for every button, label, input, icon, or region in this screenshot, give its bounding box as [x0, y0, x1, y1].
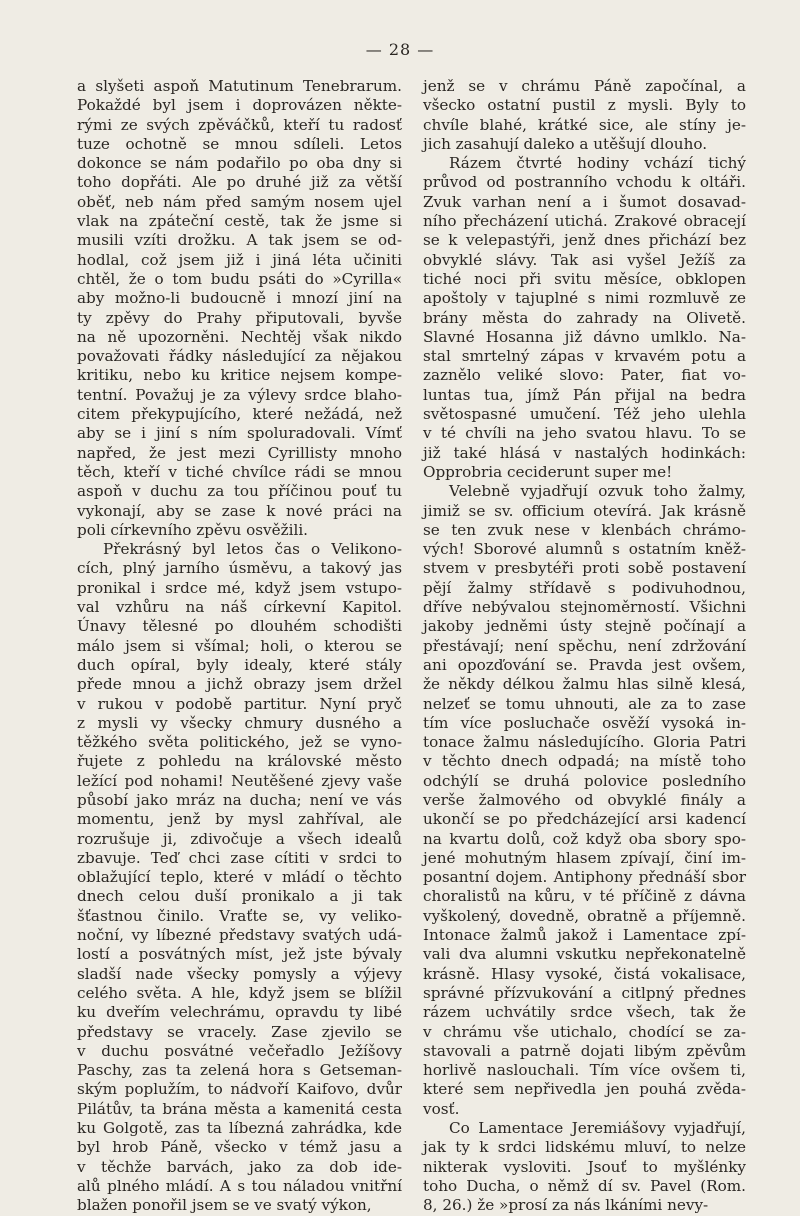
text-line: Pilátův, ta brána města a kamenitá cesta: [77, 1099, 402, 1118]
text-line: Zvuk varhan není a i šumot dosavad-: [423, 192, 746, 211]
text-line: choralistů na kůru, v té příčině z dávna: [423, 887, 746, 906]
text-line: pronikal i srdce mé, když jsem vstupo-: [77, 578, 402, 597]
text-line: oblažující teplo, které v mládí o těchto: [77, 868, 402, 887]
text-line: vali dva alumni vskutku nepřekonatelně: [423, 945, 746, 964]
text-line: Únavy tělesné po dlouhém schodišti: [77, 617, 402, 636]
text-line: průvod od postranního vchodu k oltáři.: [423, 173, 746, 192]
text-line: světospasné umučení. Též jeho ulehla: [423, 405, 746, 424]
text-line: ským poplužím, to nádvoří Kaifovo, dvůr: [77, 1080, 402, 1099]
text-line: stvem v presbytéři proti sobě postavení: [423, 559, 746, 578]
text-line: v té chvíli na jeho svatou hlavu. To se: [423, 424, 746, 443]
text-line: zaznělo veliké slovo: Pater, fiat vo-: [423, 366, 746, 385]
text-line: které sem nepřivedla jen pouhá zvěda-: [423, 1080, 746, 1099]
text-line: hodlal, což jsem již i jiná léta učiniti: [77, 250, 402, 269]
text-line: ležící pod nohami! Neutěšené zjevy vaše: [77, 771, 402, 790]
text-line: pějí žalmy střídavě s podivuhodnou,: [423, 578, 746, 597]
text-line: řujete z pohledu na královské město: [77, 752, 402, 771]
text-line: 8, 26.) že »prosí za nás lkáními nevy-: [423, 1196, 709, 1215]
text-line: vosť.: [423, 1099, 460, 1118]
text-line: sladší nade všecky pomysly a výjevy: [77, 964, 402, 983]
text-line: těch, kteří v tiché chvílce rádi se mnou: [77, 462, 402, 481]
text-line: apoštoly v tajuplné s nimi rozmluvě ze: [423, 289, 746, 308]
page-number: — 28 —: [365, 40, 435, 59]
text-line: Co Lamentace Jeremiášovy vyjadřují,: [449, 1119, 746, 1138]
text-line: toho dopřáti. Ale po druhé již za větší: [77, 173, 402, 192]
text-line: v rukou v podobě partitur. Nyní pryč: [77, 694, 402, 713]
text-line: jakoby jedněmi ústy stejně počínají a: [423, 617, 746, 636]
text-line: celého světa. A hle, když jsem se blížil: [77, 983, 402, 1002]
text-line: tím více posluchače osvěží vysoká in-: [423, 713, 746, 732]
text-line: málo jsem si všímal; holi, o kterou se: [77, 636, 402, 655]
text-line: jenž se v chrámu Páně započínal, a: [423, 77, 746, 95]
text-line: horlivě naslouchali. Tím více ovšem ti,: [423, 1061, 746, 1080]
text-line: vlak na zpáteční cestě, tak že jsme si: [77, 212, 402, 231]
text-line: aspoň v duchu za tou příčinou pouť tu: [77, 482, 402, 501]
text-line: rými ze svých zpěváčků, kteří tu radosť: [77, 115, 402, 134]
text-line: toho Ducha, o němž dí sv. Pavel (Rom.: [423, 1176, 746, 1195]
text-line: chtěl, že o tom budu psáti do »Cyrilla«: [77, 269, 402, 288]
text-line: dříve nebývalou stejnoměrností. Všichni: [423, 598, 746, 617]
text-line: alů plného mládí. A s tou náladou vnitřní: [77, 1176, 402, 1195]
text-line: vých! Sborové alumnů s ostatním kněž-: [423, 540, 746, 559]
text-line: duch opíral, byly idealy, které stály: [77, 655, 402, 674]
text-line: ku Golgotě, zas ta líbezná zahrádka, kde: [77, 1119, 402, 1138]
text-line: aby možno-li budoucně i mnozí jiní na: [77, 289, 402, 308]
text-line: na kvartu dolů, což když oba sbory spo-: [423, 829, 746, 848]
text-line: šťastnou činilo. Vraťte se, vy veliko-: [77, 906, 402, 925]
text-line: chvíle blahé, krátké sice, ale stíny je-: [423, 115, 746, 134]
text-line: val vzhůru na náš církevní Kapitol.: [77, 598, 402, 617]
text-line: přestávají; není spěchu, není zdržování: [423, 636, 746, 655]
text-line: přede mnou a jichž obrazy jsem držel: [77, 675, 402, 694]
text-line: se k velepastýři, jenž dnes přichází bez: [423, 231, 746, 250]
text-column-left: [77, 77, 402, 1216]
text-line: působí jako mráz na ducha; není ve vás: [77, 790, 402, 809]
text-line: v těchže barvách, jako za dob ide-: [77, 1157, 402, 1176]
text-line: v duchu posvátné večeřadlo Ježíšovy: [77, 1041, 402, 1060]
text-line: dokonce se nám podařilo po oba dny si: [77, 154, 402, 173]
text-line: Slavné Hosanna již dávno umlklo. Na-: [423, 327, 746, 346]
text-line: v těchto dnech odpadá; na místě toho: [423, 752, 746, 771]
text-line: v chrámu vše utichalo, chodící se za-: [423, 1022, 746, 1041]
text-line: vykonají, aby se zase k nové práci na: [77, 501, 402, 520]
text-line: ního přecházení utichá. Zrakové obracejí: [423, 212, 746, 231]
text-line: se ten zvuk nese v klenbách chrámo-: [423, 520, 746, 539]
text-line: kritiku, nebo ku kritice nejsem kompe-: [77, 366, 402, 385]
text-line: tonace žalmu následujícího. Gloria Patri: [423, 733, 746, 752]
text-line: nikterak vysloviti. Jsouť to myšlénky: [423, 1157, 746, 1176]
text-line: nelzeť se tomu uhnouti, ale za to zase: [423, 694, 746, 713]
text-line: Překrásný byl letos čas o Velikono-: [103, 540, 402, 559]
text-line: stavovali a patrně dojati libým zpěvům: [423, 1041, 746, 1060]
text-line: Opprobria ceciderunt super me!: [423, 462, 673, 481]
text-line: brány města do zahrady na Olivetě.: [423, 308, 746, 327]
text-line: momentu, jenž by mysl zahříval, ale: [77, 810, 402, 829]
text-line: jimiž se sv. officium otevírá. Jak krásně: [423, 501, 746, 520]
text-line: již také hlásá v nastalých hodinkách:: [423, 443, 746, 462]
text-line: rázem uchvátily srdce všech, tak že: [423, 1003, 746, 1022]
text-line: noční, vy líbezné představy svatých udá-: [77, 926, 402, 945]
text-line: vyškolený, dovedně, obratně a příjemně.: [423, 906, 746, 925]
text-line: krásně. Hlasy vysoké, čistá vokalisace,: [423, 964, 746, 983]
text-line: ty zpěvy do Prahy připutovali, byvše: [77, 308, 402, 327]
text-line: těžkého světa politického, jež se vyno-: [77, 733, 402, 752]
text-line: Rázem čtvrté hodiny vchází tichý: [449, 154, 746, 173]
text-line: verše žalmového od obvyklé finály a: [423, 790, 746, 809]
text-line: Velebně vyjadřují ozvuk toho žalmy,: [449, 482, 746, 501]
text-line: oběť, neb nám před samým nosem ujel: [77, 192, 402, 211]
text-line: dnech celou duší pronikalo a ji tak: [77, 887, 402, 906]
text-line: stal smrtelný zápas v krvavém potu a: [423, 347, 746, 366]
text-line: musili vzíti drožku. A tak jsem se od-: [77, 231, 402, 250]
text-line: lostí a posvátných míst, jež jste bývaly: [77, 945, 402, 964]
text-line: luntas tua, jímž Pán přijal na bedra: [423, 385, 746, 404]
text-line: tuze ochotně se mnou sdíleli. Letos: [77, 134, 402, 153]
text-line: ani opozďování se. Pravda jest ovšem,: [423, 655, 746, 674]
text-column-right: [423, 77, 746, 1216]
text-line: z mysli vy všecky chmury dusného a: [77, 713, 402, 732]
text-line: že někdy délkou žalmu hlas silně klesá,: [423, 675, 746, 694]
text-line: jené mohutným hlasem zpívají, činí im-: [423, 848, 746, 867]
text-line: představy se vracely. Zase zjevilo se: [77, 1022, 402, 1041]
text-line: napřed, že jest mezi Cyrillisty mnoho: [77, 443, 402, 462]
text-line: zbavuje. Teď chci zase cítiti v srdci to: [77, 848, 402, 867]
text-line: jak ty k srdci lidskému mluví, to nelze: [423, 1138, 746, 1157]
text-line: cích, plný jarního úsměvu, a takový jas: [77, 559, 402, 578]
text-line: ukončí se po předcházející arsi kadencí: [423, 810, 746, 829]
text-line: Pokaždé byl jsem i doprovázen někte-: [77, 96, 402, 115]
text-line: posantní dojem. Antiphony přednáší sbor: [423, 868, 746, 887]
text-line: citem překypujícího, které nežádá, než: [77, 405, 402, 424]
text-line: jich zasahují daleko a utěšují dlouho.: [423, 134, 708, 153]
text-line: Paschy, zas ta zelená hora s Getseman-: [77, 1061, 402, 1080]
text-line: správné přízvukování a citlpný přednes: [423, 983, 746, 1002]
text-line: byl hrob Páně, všecko v témž jasu a: [77, 1138, 402, 1157]
text-line: na ně upozorněni. Nechtěj však nikdo: [77, 327, 402, 346]
text-line: všecko ostatní pustil z mysli. Byly to: [423, 96, 746, 115]
text-line: tentní. Považuj je za výlevy srdce blaho-: [77, 385, 402, 404]
text-line: obvyklé slávy. Tak asi vyšel Ježíš za: [423, 250, 746, 269]
text-line: a slyšeti aspoň Matutinum Tenebrarum.: [77, 77, 402, 95]
text-line: tiché noci při svitu měsíce, obklopen: [423, 269, 746, 288]
text-line: odchýlí se druhá polovice posledního: [423, 771, 746, 790]
text-line: blažen ponořil jsem se ve svatý výkon,: [77, 1196, 372, 1215]
text-line: ku dveřím velechrámu, opravdu ty libé: [77, 1003, 402, 1022]
text-line: Intonace žalmů jakož i Lamentace zpí-: [423, 926, 746, 945]
text-line: rozrušuje ji, zdivočuje a všech idealů: [77, 829, 402, 848]
text-line: považovati řádky následující za nějakou: [77, 347, 402, 366]
text-line: poli církevního zpěvu osvěžili.: [77, 520, 309, 539]
text-line: aby se i jiní s ním spoluradovali. Vímť: [77, 424, 402, 443]
